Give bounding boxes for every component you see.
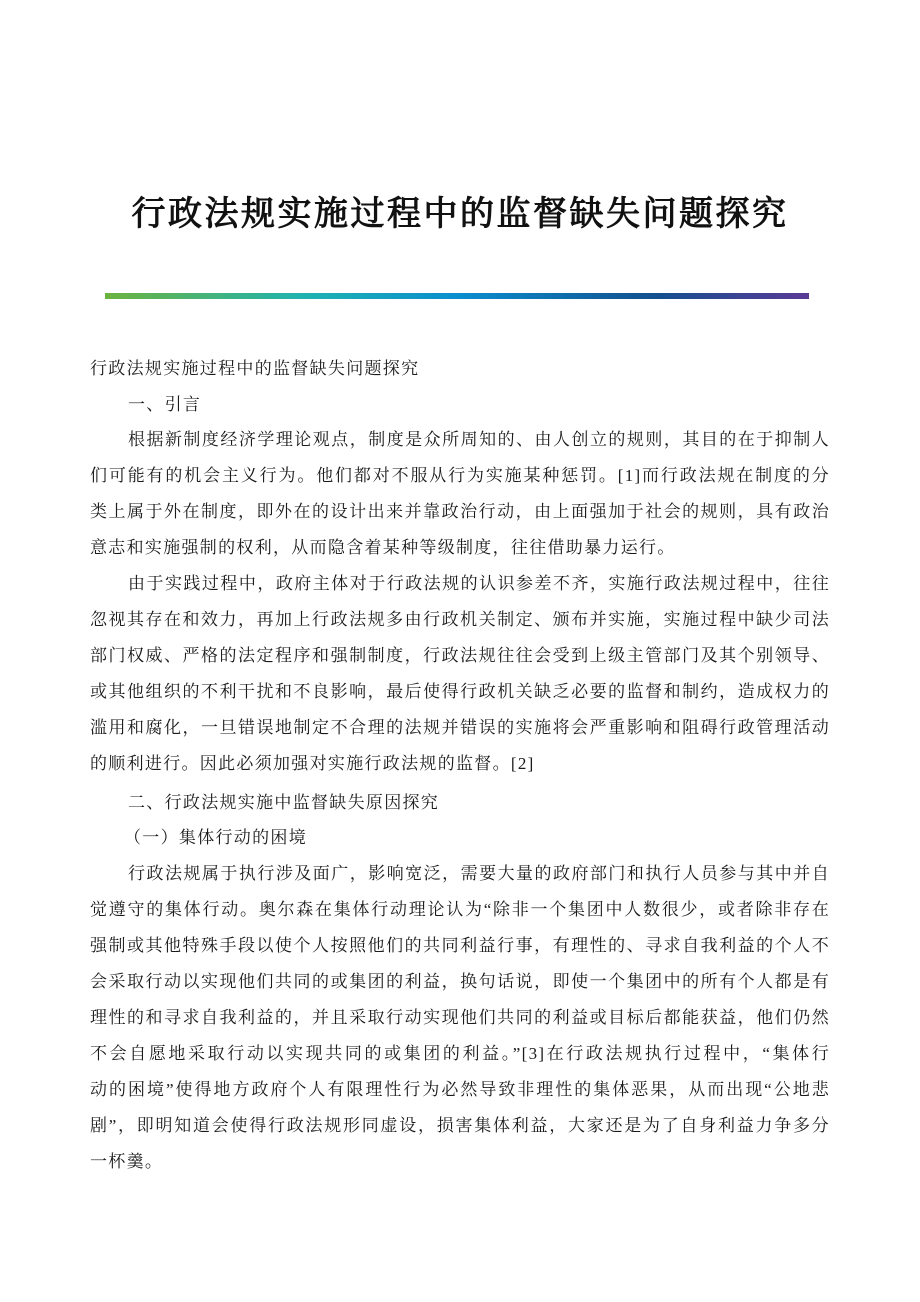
paragraph-2	[90, 571, 830, 787]
text-line: 行政法规属于执行涉及面广，影响宽泛，需要大量的政府部门和执行人员参与其中并自	[128, 864, 830, 883]
text-line: 们可能有的机会主义行为。他们都对不服从行为实施某种惩罚。[1]而行政法规在制度的分	[90, 466, 830, 485]
text-line: 忽视其存在和效力，再加上行政法规多由行政机关制定、颁布并实施，实施过程中缺少司法	[90, 610, 830, 629]
text-line: 不会自愿地采取行动以实现共同的或集团的利益。”[3]在行政法规执行过程中，“集体行	[90, 1044, 830, 1063]
text-line: 会采取行动以实现他们共同的或集团的利益，换句话说，即使一个集团中的所有个人都是有	[90, 972, 830, 991]
text-line: 部门权威、严格的法定程序和强制制度，行政法规往往会受到上级主管部门及其个别领导、	[90, 646, 830, 665]
text-line: 意志和实施强制的权利，从而隐含着某种等级制度，往往借助暴力运行。	[90, 538, 676, 557]
text-line: 动的困境”使得地方政府个人有限理性行为必然导致非理性的集体恶果，从而出现“公地悲	[90, 1080, 830, 1099]
text-line: 或其他组织的不利干扰和不良影响，最后使得行政机关缺乏必要的监督和制约，造成权力的	[90, 682, 830, 701]
text-line: 强制或其他特殊手段以使个人按照他们的共同利益行事，有理性的、寻求自我利益的个人不	[90, 936, 830, 955]
text-line: 理性的和寻求自我利益的，并且采取行动实现他们共同的利益或目标后都能获益，他们仍然	[90, 1008, 830, 1027]
document-body	[90, 356, 830, 1185]
paragraph-1	[90, 427, 830, 571]
subtitle: 行政法规实施过程中的监督缺失问题探究	[90, 359, 420, 378]
subsection-heading-1: （一）集体行动的困境	[124, 828, 307, 847]
gradient-divider	[105, 293, 809, 299]
text-line: 根据新制度经济学理论观点，制度是众所周知的、由人创立的规则，其目的在于抑制人	[128, 430, 830, 449]
section-heading-2: 二、行政法规实施中监督缺失原因探究	[128, 793, 440, 812]
text-line: 的顺利进行。因此必须加强对实施行政法规的监督。[2]	[90, 754, 535, 773]
text-line: 类上属于外在制度，即外在的设计出来并靠政治行动，由上面强加于社会的规则，具有政治	[90, 502, 830, 521]
text-line: 觉遵守的集体行动。奥尔森在集体行动理论认为“除非一个集团中人数很少，或者除非存在	[90, 900, 830, 919]
document-title: 行政法规实施过程中的监督缺失问题探究	[131, 196, 789, 233]
text-line: 剧”，即明知道会使得行政法规形同虚设，损害集体利益，大家还是为了自身利益力争多分	[90, 1116, 830, 1135]
section-heading-intro: 一、引言	[128, 395, 202, 414]
text-line: 滥用和腐化，一旦错误地制定不合理的法规并错误的实施将会严重影响和阻碍行政管理活动	[90, 718, 830, 737]
text-line: 由于实践过程中，政府主体对于行政法规的认识参差不齐，实施行政法规过程中，往往	[128, 574, 830, 593]
text-line: 一杯羹。	[90, 1152, 164, 1171]
paragraph-3	[90, 861, 830, 1185]
